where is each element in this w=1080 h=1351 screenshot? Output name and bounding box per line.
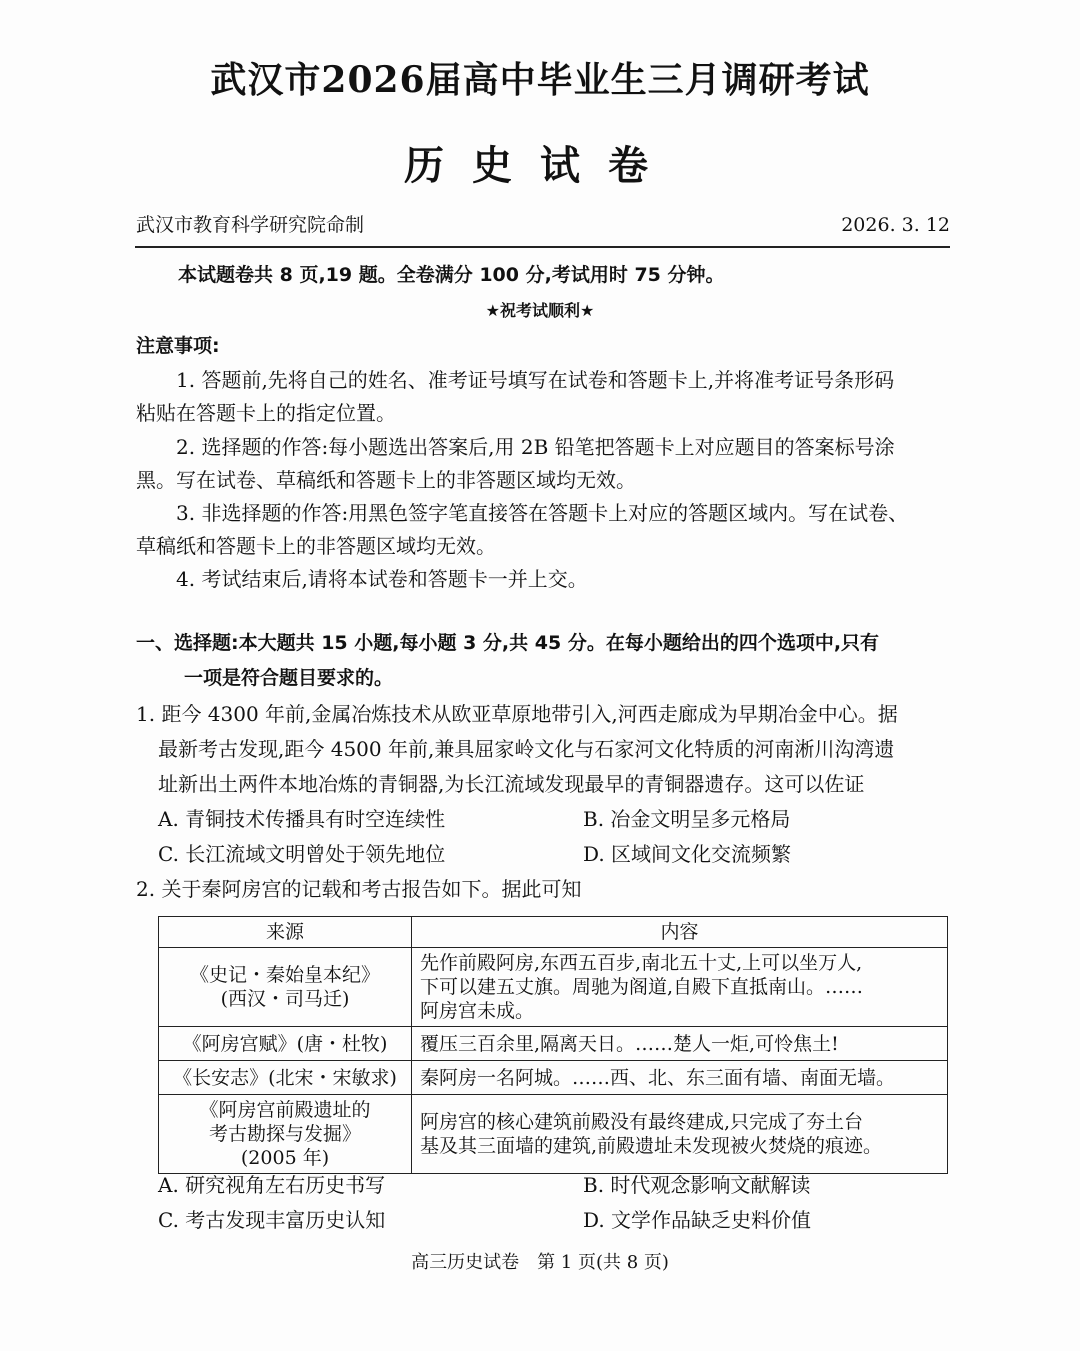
notice-line: 2. 选择题的作答:每小题选出答案后,用 2B 铅笔把答题卡上对应题目的答案标号涂 <box>176 435 895 459</box>
q2-stem: 2. 关于秦阿房宫的记载和考古报告如下。据此可知 <box>136 877 582 901</box>
q2-option-a: A. 研究视角左右历史书写 <box>158 1173 386 1197</box>
content-cell: 阿房宫的核心建筑前殿没有最终建成,只完成了夯土台 <box>420 1111 864 1133</box>
content-cell: 阿房宫未成。 <box>420 1000 535 1022</box>
source-cell: (西汉・司马迁) <box>220 988 350 1010</box>
source-cell: 《长安志》(北宋・宋敏求) <box>173 1066 397 1089</box>
exam-title: 武汉市2026届高中毕业生三月调研考试 <box>210 59 870 101</box>
table-row <box>159 1095 948 1174</box>
content-cell: 下可以建五丈旗。周驰为阁道,自殿下直抵南山。…… <box>420 976 864 998</box>
content-cell: 先作前殿阿房,东西五百步,南北五十丈,上可以坐万人, <box>420 952 863 974</box>
source-cell: 考古勘探与发掘》 <box>208 1123 361 1145</box>
header-source: 来源 <box>159 917 412 948</box>
intro: 本试题卷共 8 页,19 题。全卷满分 100 分,考试用时 75 分钟。 <box>178 264 725 286</box>
notice-line: 3. 非选择题的作答:用黑色签字笔直接答在答题卡上对应的答题区域内。写在试卷、 <box>176 501 909 525</box>
content-cell: 覆压三百余里,隔离天日。……楚人一炬,可怜焦土! <box>420 1032 839 1055</box>
q1-stem: 址新出土两件本地冶炼的青铜器,为长江流域发现最早的青铜器遗存。这可以佐证 <box>158 772 865 796</box>
exam-date: 2026. 3. 12 <box>841 214 950 236</box>
page-footer: 高三历史试卷 第 1 页(共 8 页) <box>411 1252 669 1273</box>
q2-option-b: B. 时代观念影响文献解读 <box>583 1173 811 1197</box>
content-cell: 基及其三面墙的建筑,前殿遗址未发现被火焚烧的痕迹。 <box>420 1135 883 1157</box>
notice-line: 1. 答题前,先将自己的姓名、准考证号填写在试卷和答题卡上,并将准考证号条形码 <box>176 368 895 392</box>
notice-heading: 注意事项: <box>136 335 220 357</box>
q1-option-a: A. 青铜技术传播具有时空连续性 <box>158 807 446 831</box>
source-cell: 《阿房宫前殿遗址的 <box>199 1099 371 1121</box>
wish: ★祝考试顺利★ <box>485 301 595 320</box>
section-heading: 一、选择题:本大题共 15 小题,每小题 3 分,共 45 分。在每小题给出的四个选项中,只有 <box>136 632 880 654</box>
header-content: 内容 <box>412 917 948 948</box>
q1-stem: 1. 距今 4300 年前,金属冶炼技术从欧亚草原地带引入,河西走廊成为早期冶金中心。据 <box>136 702 898 726</box>
source-cell: 《阿房宫赋》(唐・杜牧) <box>182 1032 388 1055</box>
table-row <box>159 948 948 1027</box>
issuer: 武汉市教育科学研究院命制 <box>136 214 365 236</box>
q2-source-table <box>158 916 948 1174</box>
exam-subtitle: 历史试卷 <box>404 143 676 189</box>
content-cell: 秦阿房一名阿城。……西、北、东三面有墙、南面无墙。 <box>420 1066 896 1089</box>
notice-line: 4. 考试结束后,请将本试卷和答题卡一并上交。 <box>176 567 588 591</box>
q1-option-c: C. 长江流域文明曾处于领先地位 <box>158 842 446 866</box>
notice-line: 黑。写在试卷、草稿纸和答题卡上的非答题区域均无效。 <box>136 468 636 492</box>
notice-line: 草稿纸和答题卡上的非答题区域均无效。 <box>136 534 496 558</box>
table-row <box>159 1061 948 1095</box>
table-row <box>159 1027 948 1061</box>
q1-option-b: B. 冶金文明呈多元格局 <box>583 807 791 831</box>
q2-option-d: D. 文学作品缺乏史料价值 <box>583 1208 812 1232</box>
q2-option-c: C. 考古发现丰富历史认知 <box>158 1208 386 1232</box>
q1-stem: 最新考古发现,距今 4500 年前,兼具屈家岭文化与石家河文化特质的河南淅川沟湾遗 <box>158 737 895 761</box>
source-cell: 《史记・秦始皇本纪》 <box>189 964 380 986</box>
notice-line: 粘贴在答题卡上的指定位置。 <box>136 401 396 425</box>
section-heading: 一项是符合题目要求的。 <box>184 667 394 689</box>
source-cell: (2005 年) <box>240 1147 330 1169</box>
q1-option-d: D. 区域间文化交流频繁 <box>583 842 792 866</box>
header-divider <box>135 246 950 248</box>
